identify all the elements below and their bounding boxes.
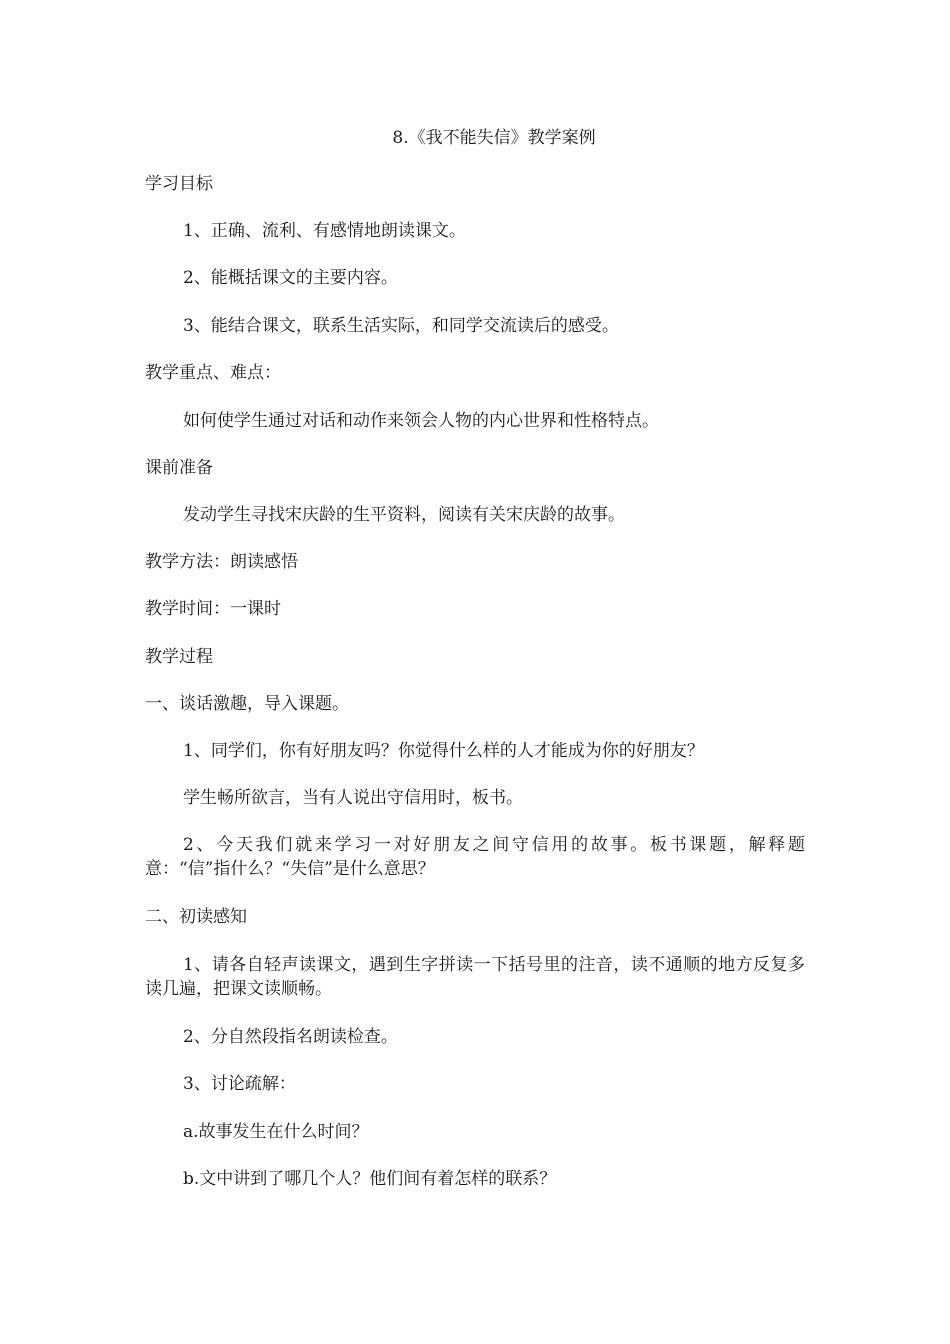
part2-item: 1、请各自轻声读课文，遇到生字拼读一下括号里的注音，读不通顺的地方反复多读几遍，把课文读顺畅。 bbox=[145, 955, 805, 999]
part2-subitem: a.故事发生在什么时间？ bbox=[183, 1122, 369, 1142]
process-heading: 教学过程 bbox=[145, 647, 213, 667]
key-points-heading: 教学重点、难点： bbox=[145, 363, 281, 383]
part2-item: 3、讨论疏解： bbox=[183, 1074, 296, 1094]
preparation-heading: 课前准备 bbox=[145, 458, 213, 478]
objective-item: 1、正确、流利、有感情地朗读课文。 bbox=[183, 221, 466, 241]
time-line: 教学时间：一课时 bbox=[145, 599, 281, 619]
objective-item: 2、能概括课文的主要内容。 bbox=[183, 268, 398, 288]
part1-item: 1、同学们，你有好朋友吗？你觉得什么样的人才能成为你的好朋友？ bbox=[183, 741, 704, 761]
method-line: 教学方法：朗读感悟 bbox=[145, 552, 298, 572]
objectives-heading: 学习目标 bbox=[145, 174, 213, 194]
part2-item: 2、分自然段指名朗读检查。 bbox=[183, 1027, 398, 1047]
part1-heading: 一、谈话激趣，导入课题。 bbox=[145, 694, 349, 714]
key-points-text: 如何使学生通过对话和动作来领会人物的内心世界和性格特点。 bbox=[183, 411, 659, 431]
part2-subitem: b.文中讲到了哪几个人？他们间有着怎样的联系？ bbox=[183, 1169, 557, 1189]
preparation-text: 发动学生寻找宋庆龄的生平资料，阅读有关宋庆龄的故事。 bbox=[183, 505, 625, 525]
part1-item: 2、今天我们就来学习一对好朋友之间守信用的故事。板书课题，解释题意：“信”指什么？“失信”是什么意思？ bbox=[145, 835, 805, 879]
document-title: 8.《我不能失信》教学案例 bbox=[392, 128, 596, 148]
part1-note: 学生畅所欲言，当有人说出守信用时，板书。 bbox=[183, 788, 523, 808]
part2-heading: 二、初读感知 bbox=[145, 907, 247, 927]
objective-item: 3、能结合课文，联系生活实际，和同学交流读后的感受。 bbox=[183, 316, 619, 336]
